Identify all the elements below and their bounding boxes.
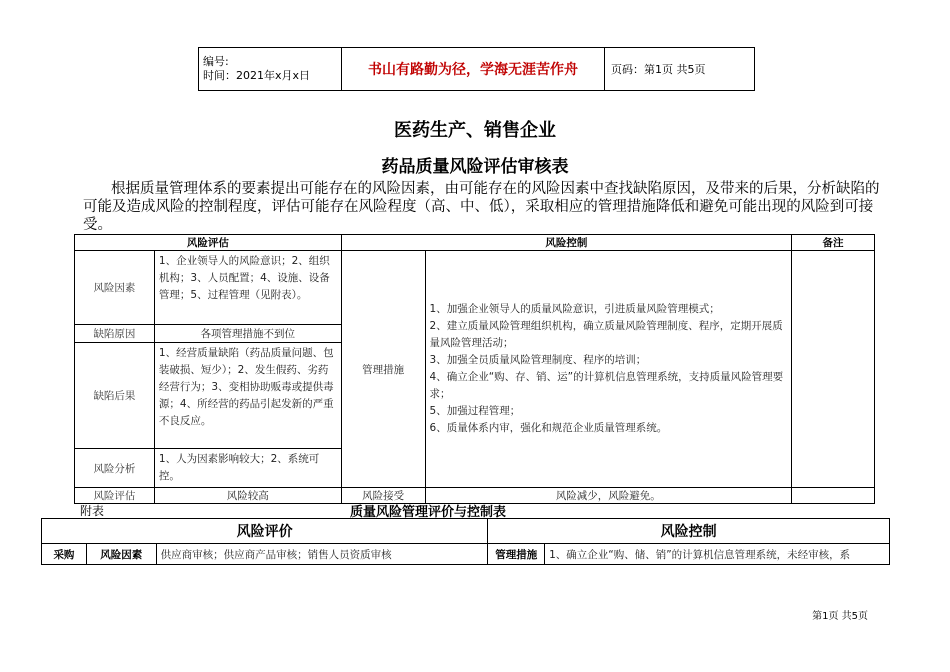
header-remarks: 备注 bbox=[792, 235, 875, 251]
number-label: 编号: bbox=[203, 55, 229, 68]
row-label-risk-factor: 风险因素 bbox=[75, 251, 155, 325]
header-risk-assessment: 风险评估 bbox=[75, 235, 342, 251]
header-table bbox=[198, 47, 755, 91]
risk-acceptance-value: 风险减少，风险避免。 bbox=[425, 488, 792, 504]
appendix-header-evaluation: 风险评价 bbox=[42, 519, 488, 544]
document-title: 医药生产、销售企业 bbox=[394, 120, 556, 141]
appendix-table bbox=[41, 518, 890, 565]
page-code: 页码：第1页 共5页 bbox=[605, 48, 755, 91]
appendix-label: 附表 bbox=[80, 504, 105, 518]
row-label-risk-analysis: 风险分析 bbox=[75, 449, 155, 488]
appendix-header-control: 风险控制 bbox=[488, 519, 890, 544]
row-label-risk-evaluation: 风险评估 bbox=[75, 488, 155, 504]
risk-assessment-table bbox=[74, 234, 875, 504]
defect-cause-content: 各项管理措施不到位 bbox=[154, 325, 341, 343]
motto: 书山有路勤为径，学海无涯苦作舟 bbox=[342, 48, 605, 91]
appendix-factor-label: 风险因素 bbox=[86, 544, 156, 565]
date-label: 时间：2021年x月x日 bbox=[203, 69, 311, 82]
remarks-cell bbox=[792, 251, 875, 488]
row-label-defect-consequence: 缺陷后果 bbox=[75, 343, 155, 449]
appendix-title: 质量风险管理评价与控制表 bbox=[350, 505, 507, 520]
page-footer: 第1页 共5页 bbox=[812, 611, 868, 622]
document-subtitle: 药品质量风险评估审核表 bbox=[381, 157, 569, 177]
appendix-measure: 1、确立企业“购、储、销”的计算机信息管理系统，未经审核，系 bbox=[545, 544, 890, 565]
measures-content: 1、加强企业领导人的质量风险意识，引进质量风险管理模式； 2、建立质量风险管理组织机构，确立质量风险管理制度、程序，定期开展质量风险管理活动； 3、加强全员质量风险管理制度、程序的培训； 4、确立企业“购、存、销、运”的计算机信息管理系统，支持质量风险管理要求； 5、加强过程管理； 6、质量体系内审，强化和规范企业质量管理系统。 bbox=[425, 251, 792, 488]
intro-paragraph: 根据质量管理体系的要素提出可能存在的风险因素，由可能存在的风险因素中查找缺陷原因，及带来的后果，分析缺陷的可能及造成风险的控制程度，评估可能存在风险程度（高、中、低），采取相应的管理措施降低和避免可能出现的风险到可接受。 bbox=[83, 181, 880, 233]
header-risk-control: 风险控制 bbox=[341, 235, 791, 251]
risk-factor-content: 1、企业领导人的风险意识；2、组织机构；3、人员配置；4、设施、设备管理；5、过程管理（见附表）。 bbox=[154, 251, 341, 325]
remarks-bottom-cell bbox=[792, 488, 875, 504]
appendix-measure-label: 管理措施 bbox=[488, 544, 545, 565]
appendix-factors: 供应商审核；供应商产品审核；销售人员资质审核 bbox=[156, 544, 488, 565]
row-label-defect-cause: 缺陷原因 bbox=[75, 325, 155, 343]
measures-label: 管理措施 bbox=[341, 251, 425, 488]
risk-evaluation-value: 风险较高 bbox=[154, 488, 341, 504]
header-meta bbox=[199, 48, 342, 91]
risk-analysis-content: 1、人为因素影响较大；2、系统可控。 bbox=[154, 449, 341, 488]
defect-consequence-content: 1、经营质量缺陷（药品质量问题、包装破损、短少）；2、发生假药、劣药经营行为；3、变相协助贩毒或提供毒源；4、所经营的药品引起发新的严重不良反应。 bbox=[154, 343, 341, 449]
stage-procurement: 采购 bbox=[42, 544, 87, 565]
risk-acceptance-label: 风险接受 bbox=[341, 488, 425, 504]
